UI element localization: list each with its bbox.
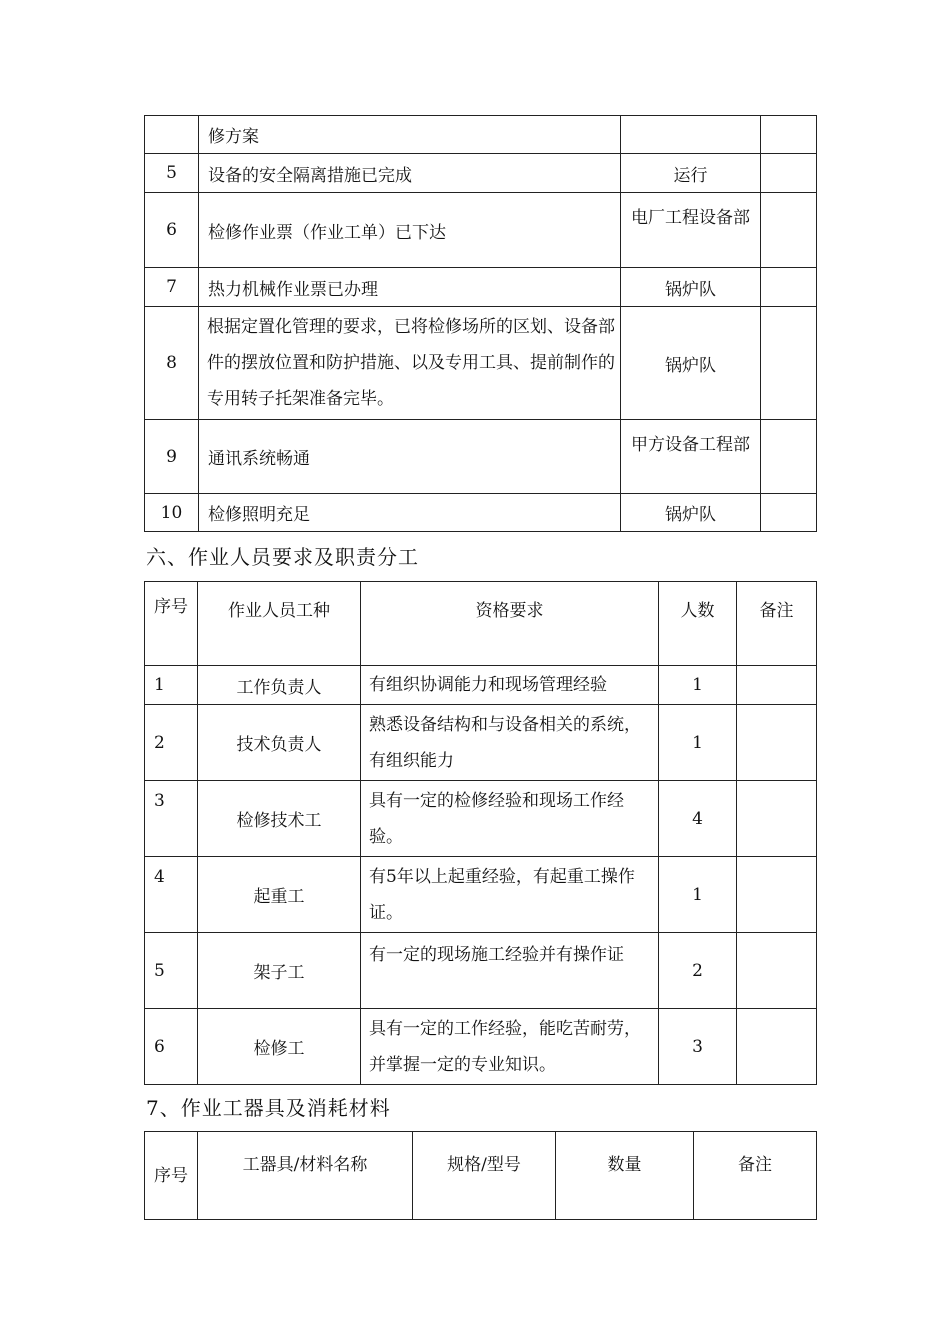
row-worker-type: 检修工 <box>198 1009 361 1085</box>
header-quantity: 数量 <box>556 1132 694 1220</box>
table-header-row <box>145 582 817 666</box>
tools-table <box>144 1131 817 1220</box>
row-count: 1 <box>659 705 737 781</box>
row-department: 锅炉队 <box>621 494 761 532</box>
table-row <box>145 933 817 1009</box>
row-number: 1 <box>145 666 198 705</box>
row-number: 6 <box>145 1009 198 1085</box>
row-qualification: 具有一定的工作经验，能吃苦耐劳，并掌握一定的专业知识。 <box>361 1009 659 1085</box>
row-note <box>737 705 817 781</box>
row-count: 4 <box>659 781 737 857</box>
row-department <box>621 116 761 154</box>
row-note <box>737 781 817 857</box>
row-check <box>761 268 817 307</box>
row-content: 根据定置化管理的要求，已将检修场所的区划、设备部件的摆放位置和防护措施、以及专用工具、提前制作的专用转子托架准备完毕。 <box>199 307 621 420</box>
header-spec: 规格/型号 <box>413 1132 556 1220</box>
row-count: 1 <box>659 857 737 933</box>
header-note: 备注 <box>694 1132 817 1220</box>
row-note <box>737 933 817 1009</box>
row-note <box>737 857 817 933</box>
table-header-row <box>145 1132 817 1220</box>
row-number: 5 <box>145 933 198 1009</box>
table-row <box>145 494 817 532</box>
row-number: 4 <box>145 857 198 933</box>
row-check <box>761 420 817 494</box>
row-qualification: 有一定的现场施工经验并有操作证 <box>361 933 659 1009</box>
row-worker-type: 技术负责人 <box>198 705 361 781</box>
prep-checklist-table <box>144 115 817 532</box>
row-number: 3 <box>145 781 198 857</box>
row-number: 10 <box>145 494 199 532</box>
row-number: 6 <box>145 193 199 268</box>
header-qualification: 资格要求 <box>361 582 659 666</box>
row-number <box>145 116 199 154</box>
section-7-title: 7、作业工器具及消耗材料 <box>146 1096 391 1120</box>
row-number: 7 <box>145 268 199 307</box>
row-department: 甲方设备工程部 <box>621 420 761 494</box>
header-worker-type: 作业人员工种 <box>198 582 361 666</box>
row-count: 2 <box>659 933 737 1009</box>
table-row <box>145 420 817 494</box>
table-row <box>145 154 817 193</box>
row-content: 检修作业票（作业工单）已下达 <box>199 193 621 268</box>
row-count: 3 <box>659 1009 737 1085</box>
row-qualification: 具有一定的检修经验和现场工作经验。 <box>361 781 659 857</box>
table-row <box>145 116 817 154</box>
row-qualification: 有组织协调能力和现场管理经验 <box>361 666 659 705</box>
row-number: 9 <box>145 420 199 494</box>
row-worker-type: 架子工 <box>198 933 361 1009</box>
header-number: 序号 <box>145 582 198 666</box>
row-content: 检修照明充足 <box>199 494 621 532</box>
row-note <box>737 666 817 705</box>
row-check <box>761 494 817 532</box>
row-content: 设备的安全隔离措施已完成 <box>199 154 621 193</box>
row-count: 1 <box>659 666 737 705</box>
row-worker-type: 起重工 <box>198 857 361 933</box>
table-row <box>145 1009 817 1085</box>
row-qualification: 有5年以上起重经验，有起重工操作证。 <box>361 857 659 933</box>
header-tool-name: 工器具/材料名称 <box>198 1132 413 1220</box>
row-department: 锅炉队 <box>621 268 761 307</box>
row-content: 修方案 <box>199 116 621 154</box>
row-worker-type: 工作负责人 <box>198 666 361 705</box>
header-number: 序号 <box>145 1132 198 1220</box>
section-6-title: 六、作业人员要求及职责分工 <box>146 545 419 569</box>
header-count: 人数 <box>659 582 737 666</box>
table-row <box>145 857 817 933</box>
header-note: 备注 <box>737 582 817 666</box>
row-content: 热力机械作业票已办理 <box>199 268 621 307</box>
row-number: 8 <box>145 307 199 420</box>
row-worker-type: 检修技术工 <box>198 781 361 857</box>
row-department: 电厂工程设备部 <box>621 193 761 268</box>
table-row <box>145 193 817 268</box>
row-department: 运行 <box>621 154 761 193</box>
table-row <box>145 307 817 420</box>
row-check <box>761 307 817 420</box>
row-check <box>761 154 817 193</box>
table-row <box>145 705 817 781</box>
row-number: 2 <box>145 705 198 781</box>
table-row <box>145 781 817 857</box>
personnel-table <box>144 581 817 1085</box>
row-note <box>737 1009 817 1085</box>
row-check <box>761 116 817 154</box>
row-qualification: 熟悉设备结构和与设备相关的系统，有组织能力 <box>361 705 659 781</box>
row-content: 通讯系统畅通 <box>199 420 621 494</box>
row-department: 锅炉队 <box>621 307 761 420</box>
row-number: 5 <box>145 154 199 193</box>
row-check <box>761 193 817 268</box>
table-row <box>145 268 817 307</box>
table-row <box>145 666 817 705</box>
